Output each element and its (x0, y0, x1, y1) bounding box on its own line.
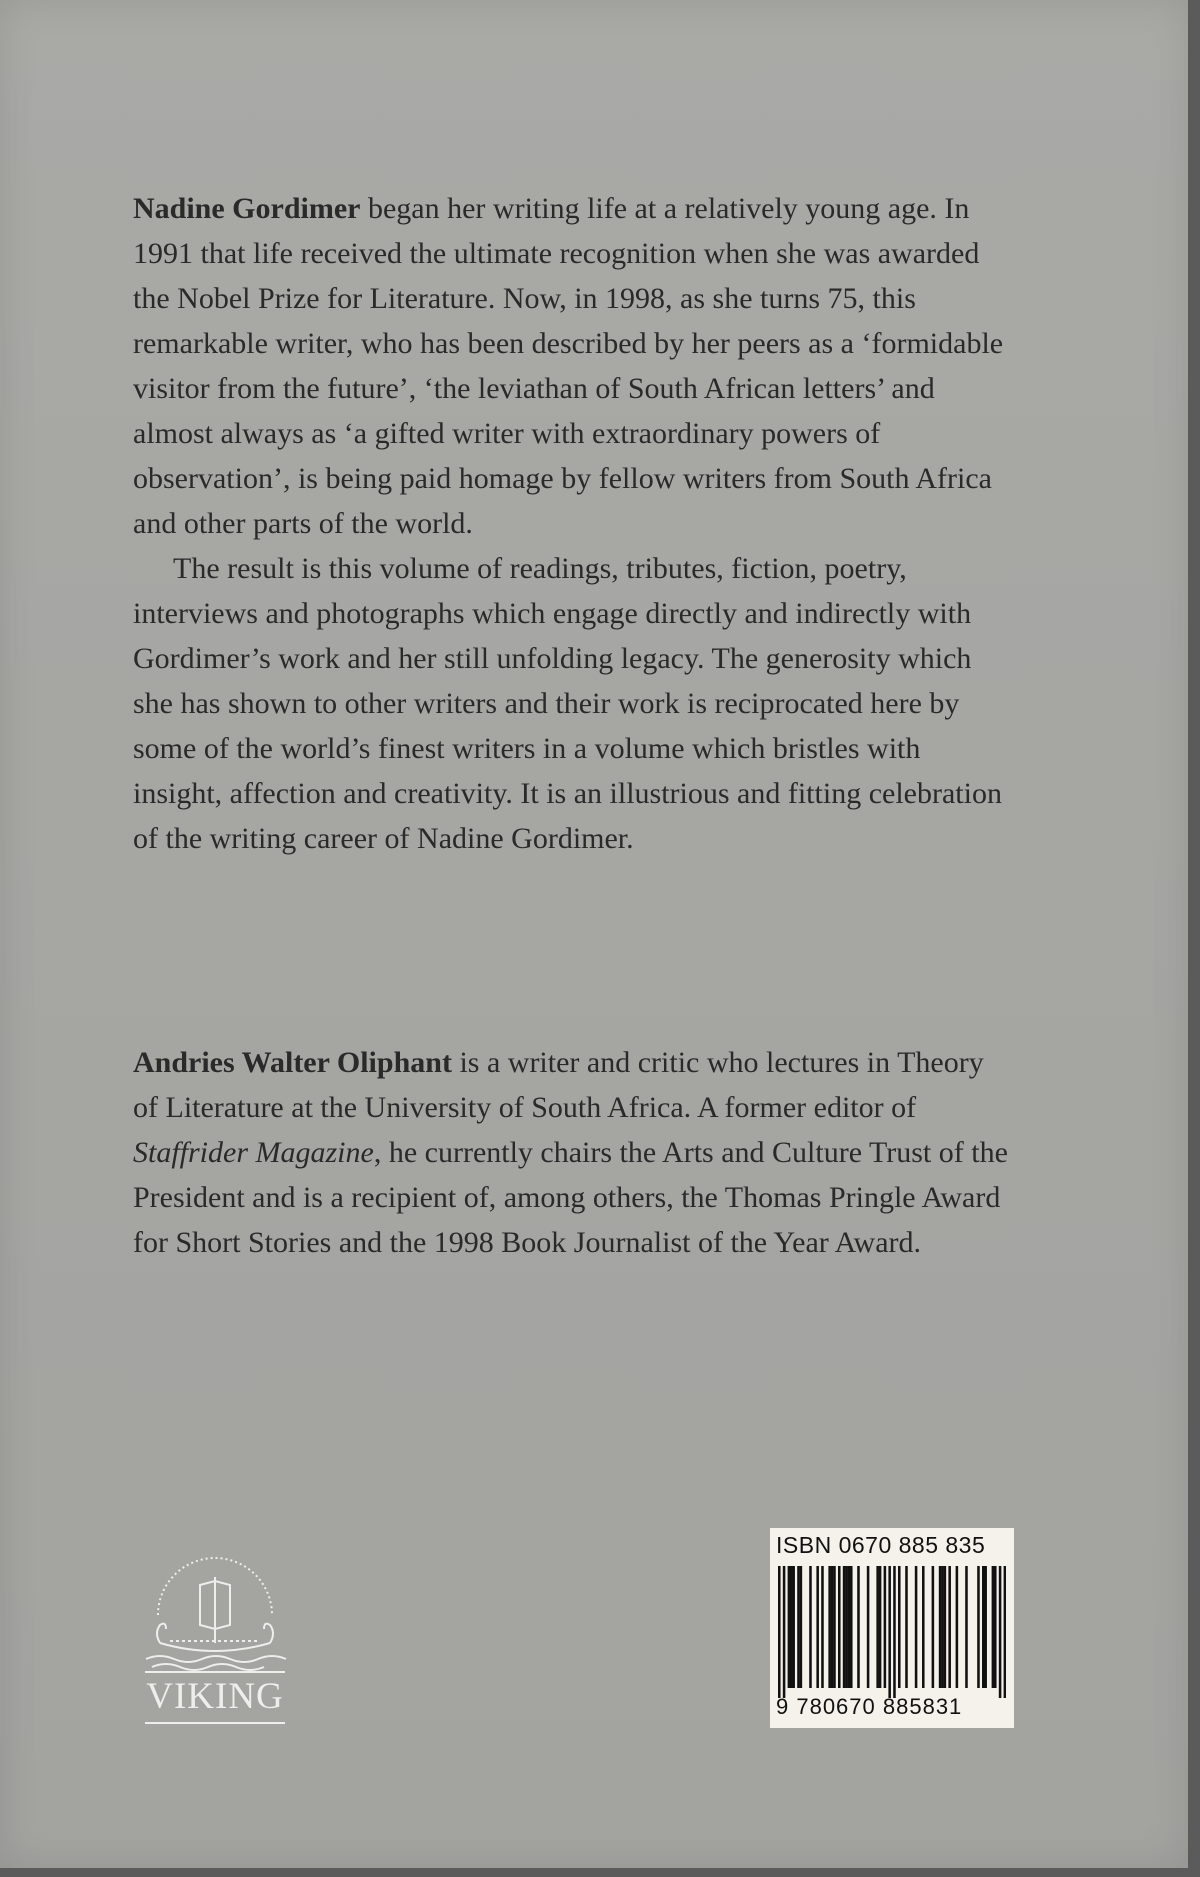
barcode-bar (932, 1566, 935, 1688)
barcode-bar (965, 1566, 968, 1688)
barcode-bar (984, 1566, 987, 1688)
barcode-bar (833, 1566, 836, 1688)
editor-bio (133, 1040, 1013, 1265)
barcode-bar (977, 1566, 980, 1688)
barcode-bar (790, 1566, 793, 1688)
barcode-bar (915, 1566, 918, 1688)
barcode-bar (888, 1566, 891, 1698)
barcode-bar (884, 1566, 887, 1688)
editor-name: Andries Walter Oliphant (133, 1046, 452, 1079)
isbn-barcode (770, 1528, 1014, 1728)
barcode-bar (922, 1566, 925, 1688)
barcode-bar (944, 1566, 947, 1688)
barcode-bar (797, 1566, 800, 1688)
ean-digits: 9 780670 885831 (776, 1694, 963, 1719)
book-blurb (133, 186, 1013, 861)
barcode-bar (778, 1566, 781, 1698)
editor-bio-text-2: , he currently chairs the Arts and Culture Trust of the President and is a recipient of, among others, the Thomas Pringle Award for Short Stories and the 1998 Book Journalist of the Year Award. (133, 1136, 1008, 1259)
editor-bio-paragraph (133, 1040, 1013, 1265)
barcode-bar (879, 1566, 882, 1688)
barcode-bar (994, 1566, 997, 1688)
barcode-bar (828, 1566, 831, 1688)
barcode-bar (792, 1566, 795, 1688)
barcode-bar (783, 1566, 786, 1698)
barcode-bar (821, 1566, 824, 1688)
barcode-bar (941, 1566, 944, 1688)
barcode-bar (788, 1566, 791, 1688)
editor-bio-text-1: is a writer and critic who lectures in Theory of Literature at the University of South Africa. A former editor of (133, 1046, 984, 1124)
barcode-bar (1004, 1566, 1006, 1698)
barcode-bars (778, 1566, 1006, 1698)
barcode-bar (843, 1566, 846, 1688)
logo-rule-bottom (145, 1722, 285, 1724)
barcode-bar (867, 1566, 870, 1688)
barcode-bar (956, 1566, 959, 1688)
publisher-logo (140, 1555, 290, 1735)
magazine-title: Staffrider Magazine (133, 1136, 374, 1169)
barcode-bar (800, 1566, 803, 1688)
blurb-paragraph-2: The result is this volume of readings, tributes, fiction, poetry, interviews and photographs which engage directly and indirectly with Gordimer’s work and her still unfolding legacy. The generosity which she has shown to other writers and their work is reciprocated here by some of the world’s finest writers in a volume which bristles with insight, affection and creativity. It is an illustrious and fitting celebration of the writing career of Nadine Gordimer. (133, 552, 1002, 855)
barcode-bar (848, 1566, 851, 1688)
barcode-bar (893, 1566, 896, 1698)
barcode-bar (898, 1566, 901, 1688)
barcode-bar (992, 1566, 995, 1688)
barcode-bar (939, 1566, 942, 1688)
barcode-bar (845, 1566, 848, 1688)
publisher-name: VIKING (146, 1676, 284, 1717)
barcode-bar (905, 1566, 908, 1688)
isbn-label: ISBN 0670 885 835 (776, 1532, 986, 1558)
barcode-bar (999, 1566, 1002, 1698)
blurb-paragraph-1 (133, 186, 1013, 546)
barcode-bar (831, 1566, 834, 1688)
barcode-bar (816, 1566, 819, 1688)
barcode-bar (876, 1566, 879, 1688)
barcode-bar (809, 1566, 812, 1688)
logo-rule-top (145, 1671, 285, 1673)
blurb-paragraph-1-text: began her writing life at a relatively young age. In 1991 that life received the ultimate recognition when she was awarded the Nobel Prize for Literature. Now, in 1998, as she turns 75, this remarkable writer, who has been described by her peers as a ‘formidable visitor from the future’, ‘the leviathan of South African letters’ and almost always as ‘a gifted writer with extraordinary powers of observation’, is being paid homage by fellow writers from South Africa and other parts of the world. (133, 192, 1004, 540)
barcode-bar (857, 1566, 860, 1688)
barcode-bar (850, 1566, 853, 1688)
barcode-bar (948, 1566, 951, 1688)
barcode-bar (982, 1566, 985, 1688)
author-name: Nadine Gordimer (133, 192, 361, 225)
barcode-bar (838, 1566, 841, 1688)
viking-ship-icon (140, 1555, 290, 1673)
